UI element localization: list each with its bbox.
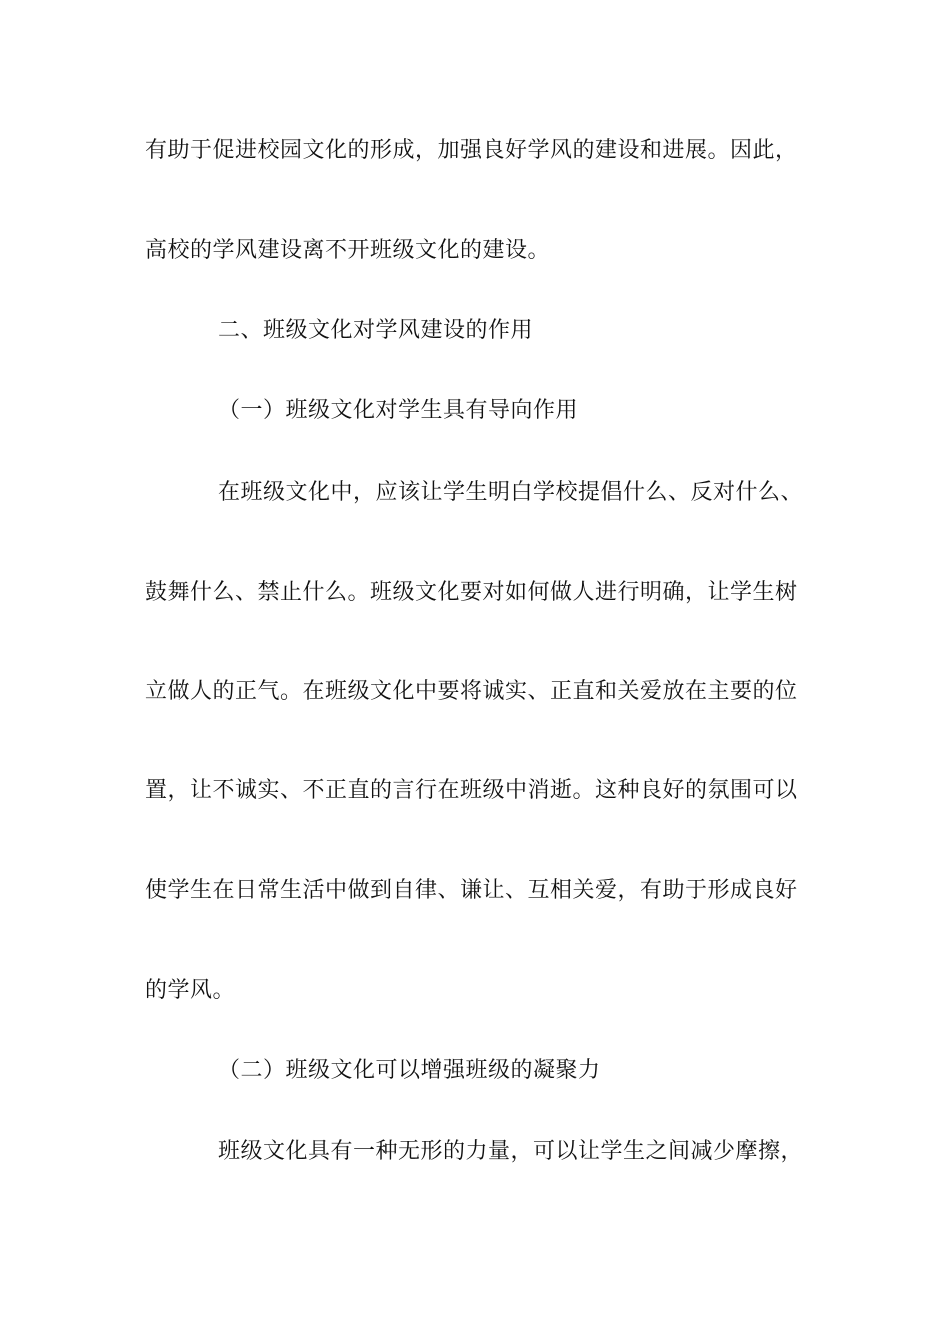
paragraph-line: 置，让不诚实、不正直的言行在班级中消逝。这种良好的氛围可以: [145, 778, 798, 803]
section-heading: 二、班级文化对学风建设的作用: [218, 318, 534, 343]
paragraph-line: 高校的学风建设离不开班级文化的建设。: [145, 238, 551, 263]
paragraph-line: 有助于促进校园文化的形成，加强良好学风的建设和进展。因此，: [145, 138, 798, 163]
paragraph-line: 鼓舞什么、禁止什么。班级文化要对如何做人进行明确，让学生树: [145, 580, 798, 605]
subsection-heading: （一）班级文化对学生具有导向作用: [218, 398, 579, 423]
paragraph-line: 在班级文化中，应该让学生明白学校提倡什么、反对什么、: [218, 480, 804, 505]
paragraph-line: 立做人的正气。在班级文化中要将诚实、正直和关爱放在主要的位: [145, 679, 798, 704]
subsection-heading: （二）班级文化可以增强班级的凝聚力: [218, 1058, 601, 1083]
paragraph-line: 的学风。: [145, 978, 236, 1003]
paragraph-line: 班级文化具有一种无形的力量，可以让学生之间减少摩擦，: [218, 1139, 804, 1164]
paragraph-line: 使学生在日常生活中做到自律、谦让、互相关爱，有助于形成良好: [145, 878, 798, 903]
